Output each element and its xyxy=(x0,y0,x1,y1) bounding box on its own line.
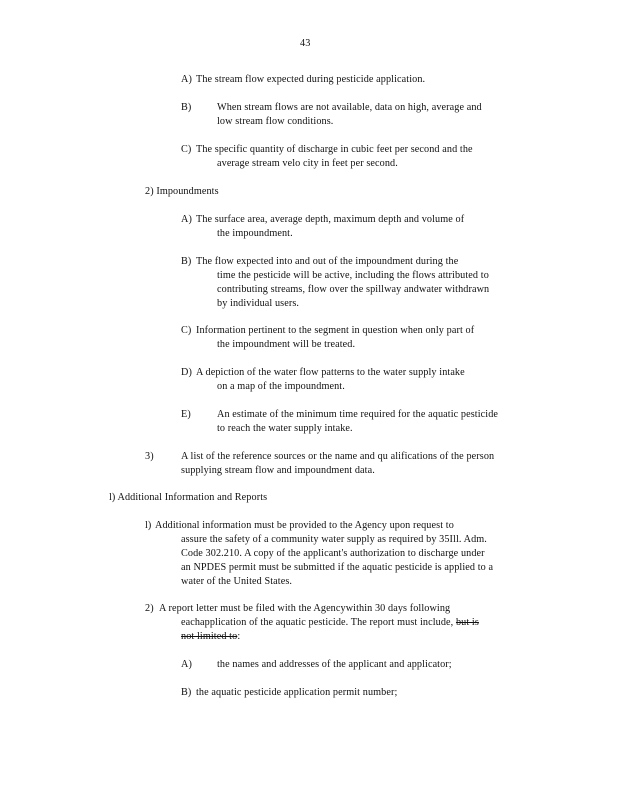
impoundments-e-line2: to reach the water supply intake. xyxy=(217,423,353,434)
section-l-item2-line2 xyxy=(181,616,479,630)
impoundments-c-label: C) xyxy=(181,325,192,336)
page-number: 43 xyxy=(300,38,311,49)
impoundments-a-line1: The surface area, average depth, maximum depth and volume of xyxy=(196,214,465,225)
impoundments-b-line1: The flow expected into and out of the impoundment during the xyxy=(196,256,459,267)
section-l-item2-line2-text: eachapplication of the aquatic pesticide. The report must include, xyxy=(181,617,456,628)
impoundments-b-label: B) xyxy=(181,256,192,267)
section-l-sub-b-label: B) xyxy=(181,687,192,698)
stream-c-line1: The specific quantity of discharge in cubic feet per second and the xyxy=(196,144,473,155)
impoundments-d-label: D) xyxy=(181,367,192,378)
item3-line1: A list of the reference sources or the name and qu alifications of the person xyxy=(181,451,495,462)
impoundments-a-label: A) xyxy=(181,214,192,225)
section-l-item1-line1: Additional information must be provided to the Agency upon request to xyxy=(155,520,454,531)
section-l-sub-a-label: A) xyxy=(181,659,192,670)
item3-label: 3) xyxy=(145,451,154,462)
section-l-item1-line3: Code 302.210. A copy of the applicant's authorization to discharge under xyxy=(181,548,485,559)
section-l-item1-line2: assure the safety of a community water supply as required by 35Ill. Adm. xyxy=(181,534,487,545)
impoundments-b-line4: by individual users. xyxy=(217,298,300,309)
stream-b-label: B) xyxy=(181,102,192,113)
impoundments-b-line2: time the pesticide will be active, including the flows attributed to xyxy=(217,270,489,281)
impoundments-c-line2: the impoundment will be treated. xyxy=(217,339,356,350)
impoundments-b-line3: contributing streams, flow over the spillway andwater withdrawn xyxy=(217,284,490,295)
impoundments-d-line2: on a map of the impoundment. xyxy=(217,381,345,392)
impoundments-d-line1: A depiction of the water flow patterns to the water supply intake xyxy=(196,367,465,378)
struck-text-not-limited-to: not limited to xyxy=(181,631,238,642)
stream-c-line2: average stream velo city in feet per second. xyxy=(217,158,398,169)
section-l-item2-line3-tail: : xyxy=(237,631,241,642)
section-l-sub-a-text: the names and addresses of the applicant and applicator; xyxy=(217,659,452,670)
section-l-heading: l) Additional Information and Reports xyxy=(109,492,268,503)
section-l-item1-line4: an NPDES permit must be submitted if the aquatic pesticide is applied to a xyxy=(181,562,494,573)
stream-b-line2: low stream flow conditions. xyxy=(217,116,334,127)
section-l-item1-line5: water of the United States. xyxy=(181,576,293,587)
impoundments-c-line1: Information pertinent to the segment in question when only part of xyxy=(196,325,475,336)
stream-b-line1: When stream flows are not available, data on high, average and xyxy=(217,102,482,113)
stream-a-label: A) xyxy=(181,74,192,85)
stream-a-text: The stream flow expected during pesticide application. xyxy=(196,74,426,85)
impoundments-a-line2: the impoundment. xyxy=(217,228,293,239)
section-l-sub-b-text: the aquatic pesticide application permit number; xyxy=(196,687,398,698)
impoundments-heading: 2) Impoundments xyxy=(145,186,219,197)
section-l-item1-label: l) xyxy=(145,520,152,531)
struck-text-but-is: but is xyxy=(455,617,479,628)
item3-line2: supplying stream flow and impoundment data. xyxy=(181,465,375,476)
impoundments-e-label: E) xyxy=(181,409,191,420)
section-l-item2-line3 xyxy=(181,630,240,644)
impoundments-e-line1: An estimate of the minimum time required for the aquatic pesticide xyxy=(217,409,499,420)
stream-c-label: C) xyxy=(181,144,192,155)
section-l-item2-label: 2) xyxy=(145,603,154,614)
section-l-item2-line1: A report letter must be filed with the Agencywithin 30 days following xyxy=(159,603,451,614)
